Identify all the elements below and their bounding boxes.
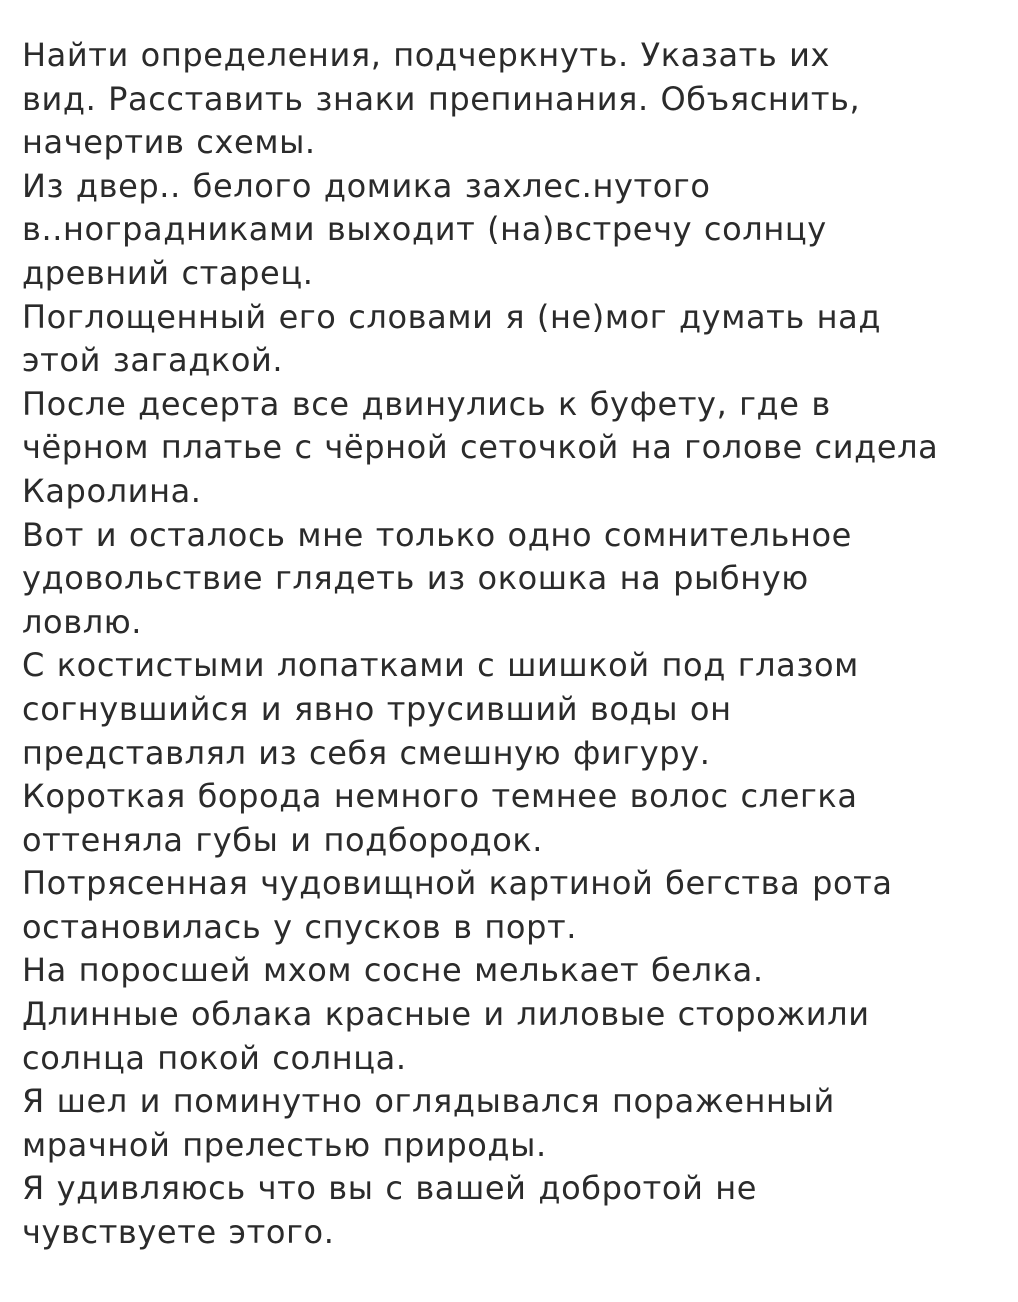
text-line: солнца покой солнца. xyxy=(22,1038,407,1077)
text-line: Найти определения, подчеркнуть. Указать их xyxy=(22,36,831,74)
text-line: удовольствие глядеть из окошка на рыбную xyxy=(22,559,809,598)
text-line: ловлю. xyxy=(22,602,143,641)
text-line: этой загадкой. xyxy=(22,341,284,380)
text-line: в..ноградниками выходит (на)встречу солнцу xyxy=(22,210,827,249)
text-line: оттеняла губы и подбородок. xyxy=(22,820,544,859)
text-line: Короткая борода немного темнее волос слегка xyxy=(22,777,858,816)
text-line: остановилась у спусков в порт. xyxy=(22,907,578,946)
text-line: мрачной прелестью природы. xyxy=(22,1125,547,1164)
text-line: вид. Расставить знаки препинания. Объяснить, xyxy=(22,79,861,118)
text-line: Каролина. xyxy=(22,471,202,510)
text-line: Я удивляюсь что вы с вашей добротой не xyxy=(22,1169,758,1208)
text-line: чёрном платье с чёрной сеточкой на голове сидела xyxy=(22,428,939,467)
document-text xyxy=(22,34,1012,1255)
text-line: чувствуете этого. xyxy=(22,1213,335,1252)
text-line: Вот и осталось мне только одно сомнительное xyxy=(22,515,852,554)
text-line: представлял из себя смешную фигуру. xyxy=(22,733,711,772)
text-line: Длинные облака красные и лиловые сторожили xyxy=(22,995,870,1034)
text-line: После десерта все двинулись к буфету, где в xyxy=(22,384,831,423)
text-line: согнувшийся и явно трусивший воды он xyxy=(22,689,732,728)
text-line: С костистыми лопатками с шишкой под глазом xyxy=(22,646,859,685)
text-line: Поглощенный его словами я (не)мог думать над xyxy=(22,297,882,336)
text-line: На поросшей мхом сосне мелькает белка. xyxy=(22,951,764,990)
text-line: древний старец. xyxy=(22,253,314,292)
text-line: Потрясенная чудовищной картиной бегства рота xyxy=(22,864,893,903)
text-line: Из двер.. белого домика захлес.нутого xyxy=(22,166,711,205)
text-line: Я шел и поминутно оглядывался пораженный xyxy=(22,1082,835,1121)
text-line: начертив схемы. xyxy=(22,123,316,162)
